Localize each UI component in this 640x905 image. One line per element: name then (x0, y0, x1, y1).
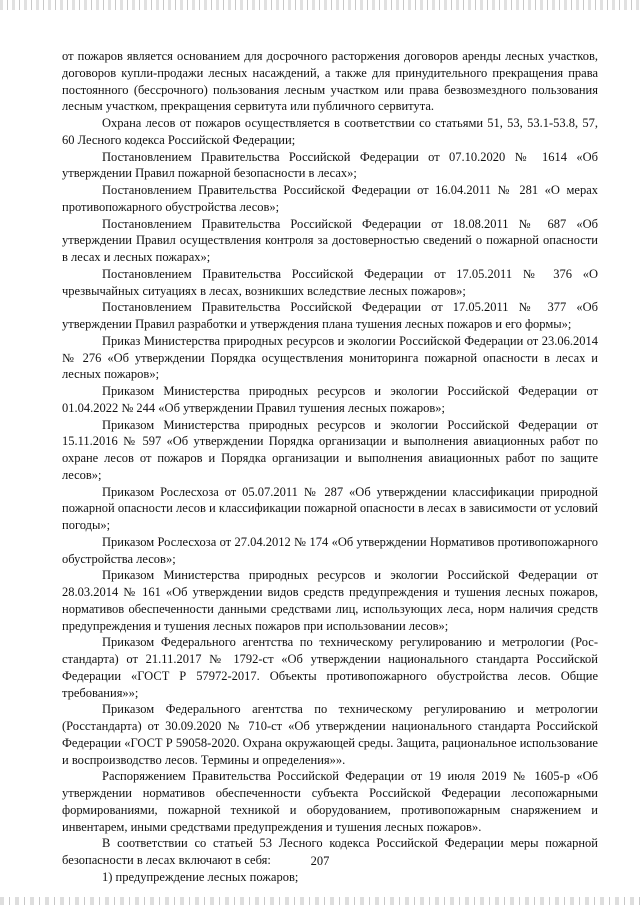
document-body (62, 48, 598, 886)
paragraph: В соответствии со статьей 53 Лесного кодекса Российской Федерации меры пожарной безопасности в лесах включают в себя: (62, 836, 598, 867)
paragraph: Приказом Рослесхоза от 05.07.2011 № 287 «Об утверждении классификации природной пожарной опасности лесов и классификации пожарной опасности в лесах в зависимости от условий погоды»; (62, 484, 598, 532)
scan-edge-bottom (0, 897, 640, 905)
paragraph-continuation: от пожаров является основанием для досрочного расторжения договоров аренды лесных участков, договоров купли-продажи лесных насаждений, а также для принудительного прекращения права постоянного (бессрочного) пользования лесным участком или права безвозмездного пользования лесным участком, прекращения сервитута или публичного сервитута. (62, 49, 598, 114)
paragraph: Постановлением Правительства Российской Федерации от 07.10.2020 № 1614 «Об утверждении Правил пожарной безопасности в лесах»; (62, 149, 598, 181)
paragraph: Приказом Федерального агентства по техническому регулированию и метрологии (Росстандарта) от 30.09.2020 № 710-ст «Об утверждении национального стандарта Российской Федерации «ГОСТ Р 59058-2020. Охрана окружающей среды. Защита, рациональное использование и воспроизводство лесов. Термины и определения»». (62, 702, 598, 767)
page-number: 207 (310, 854, 330, 868)
paragraph: 1) предупреждение лесных пожаров; (102, 869, 299, 884)
paragraph: Постановлением Правительства Российской Федерации от 17.05.2011 № 377 «Об утверждении Правил разработки и утверждения плана тушения лесных пожаров и его формы»; (62, 300, 598, 331)
scan-edge-top (0, 0, 640, 10)
paragraph: Приказом Министерства природных ресурсов и экологии Российской Федерации от 15.11.2016 № 597 «Об утверждении Порядка организации и выполнения авиационных работ по охране лесов от пожаров и Порядка организации и выполнения авиационных работ по защите лесов»; (62, 417, 598, 482)
paragraph: Охрана лесов от пожаров осуществляется в соответствии со статьями 51, 53, 53.1-53.8, 57, 60 Лесного кодекса Российской Федерации; (62, 116, 598, 147)
paragraph: Постановлением Правительства Российской Федерации от 17.05.2011 № 376 «О чрезвычайных ситуациях в лесах, возникших вследствие лесных пожаров»; (62, 266, 598, 298)
paragraph: Приказом Министерства природных ресурсов и экологии Российской Федерации от 28.03.2014 № 161 «Об утверждении видов средств предупреждения и тушения лесных пожаров, нормативов обеспеченности данными средствами лиц, использующих леса, норм наличия средств предупреждения и тушения лесных пожаров при использовании лесов»; (62, 568, 598, 633)
paragraph: Постановлением Правительства Российской Федерации от 16.04.2011 № 281 «О мерах противопожарного обустройства лесов»; (62, 183, 598, 214)
paragraph: Распоряжением Правительства Российской Федерации от 19 июля 2019 № 1605-р «Об утверждении нормативов обеспеченности субъекта Российской Федерации лесопожарными формированиями, пожарной техникой и оборудованием, противопожарным снаряжением и инвентарем, иными средствами предупреждения и тушения лесных пожаров». (62, 769, 598, 834)
paragraph: Приказом Федерального агентства по техническому регулированию и метрологии (Рос-стандарта) от 21.11.2017 № 1792-ст «Об утверждении национального стандарта Российской Федерации «ГОСТ Р 57972-2017. Объекты противопожарного обустройства лесов. Общие требования»»; (62, 635, 598, 700)
paragraph: Приказом Рослесхоза от 27.04.2012 № 174 «Об утверждении Нормативов противопожарного обустройства лесов»; (62, 534, 598, 566)
paragraph: Приказ Министерства природных ресурсов и экологии Российской Федерации от 23.06.2014 № 276 «Об утверждении Порядка осуществления мониторинга пожарной опасности в лесах и лесных пожаров»; (62, 333, 598, 382)
paragraph: Постановлением Правительства Российской Федерации от 18.08.2011 № 687 «Об утверждении Правил осуществления контроля за достоверностью сведений о пожарной опасности в лесах и лесных пожарах»; (62, 216, 598, 264)
paragraph: Приказом Министерства природных ресурсов и экологии Российской Федерации от 01.04.2022 № 244 «Об утверждении Правил тушения лесных пожаров»; (62, 384, 598, 415)
